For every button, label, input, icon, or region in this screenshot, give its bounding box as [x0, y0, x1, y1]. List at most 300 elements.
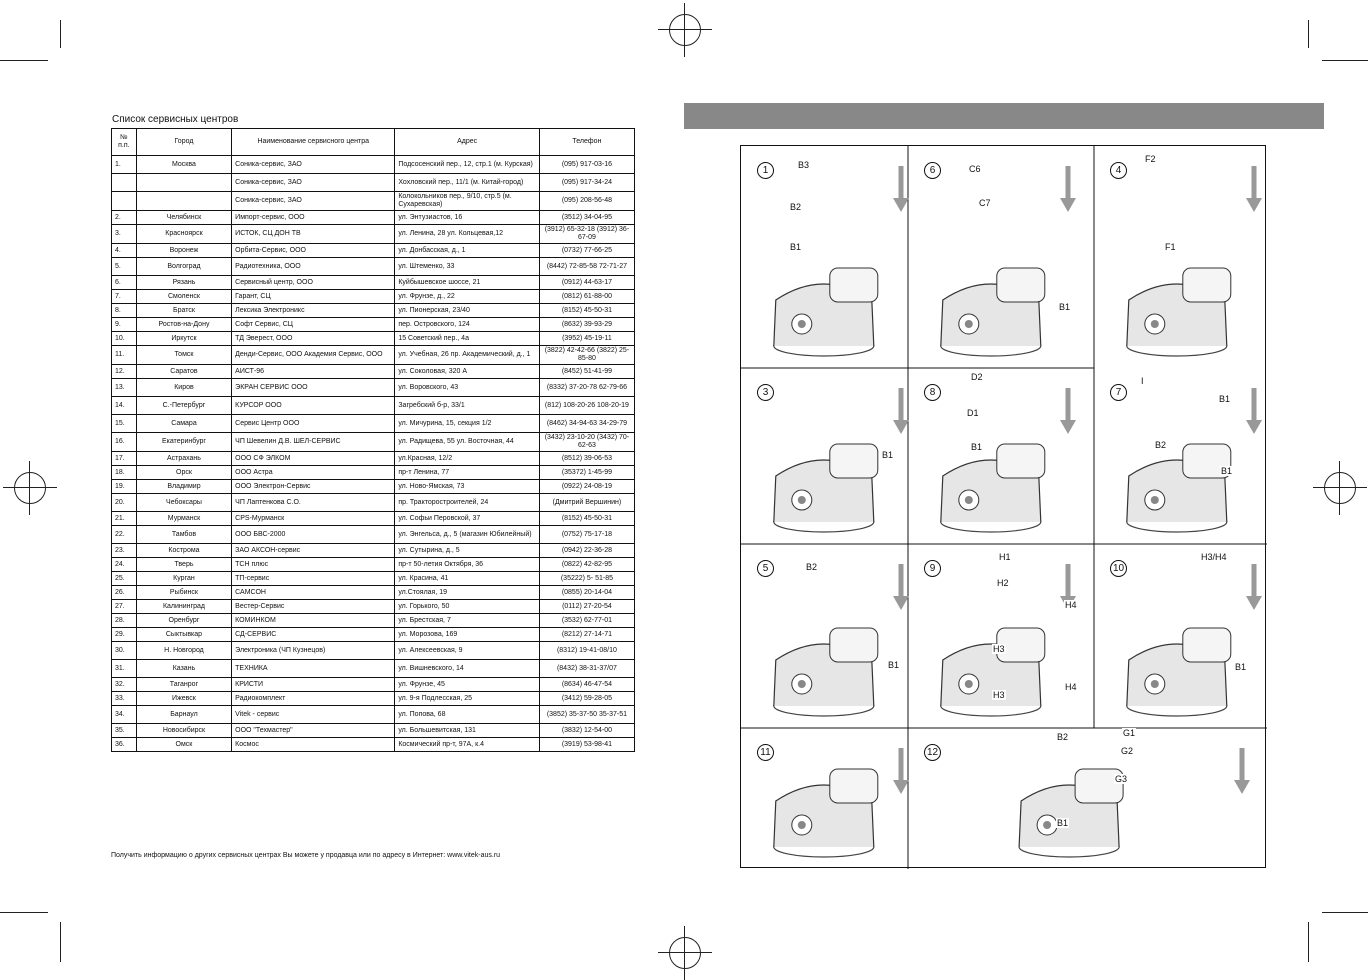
- table-row: [112, 332, 635, 346]
- row-number: 13.: [112, 379, 137, 397]
- center-name-cell: Сервис Центр ООО: [232, 415, 395, 433]
- phone-cell: (0732) 77-66-25: [539, 244, 634, 258]
- address-cell: ул. Радищева, 55 ул. Восточная, 44: [395, 433, 540, 452]
- center-name-cell: АИСТ-96: [232, 365, 395, 379]
- address-cell: ул. Соколовая, 320 А: [395, 365, 540, 379]
- city-cell: Смоленск: [136, 290, 231, 304]
- phone-cell: (3532) 62-77-01: [539, 614, 634, 628]
- city-cell: Москва: [136, 156, 231, 174]
- part-label: B2: [1155, 440, 1167, 450]
- row-number: 11.: [112, 346, 137, 365]
- table-row: [112, 660, 635, 678]
- city-cell: Таганрог: [136, 678, 231, 692]
- city-cell: Братск: [136, 304, 231, 318]
- phone-cell: (8632) 39-93-29: [539, 318, 634, 332]
- row-number: 9.: [112, 318, 137, 332]
- address-cell: Хохловский пер., 11/1 (м. Китай-город): [395, 174, 540, 192]
- food-processor-illustration: [741, 146, 925, 368]
- table-row: [112, 318, 635, 332]
- row-number: 7.: [112, 290, 137, 304]
- part-label: H3: [993, 690, 1005, 700]
- city-cell: Ижевск: [136, 692, 231, 706]
- row-number: 32.: [112, 678, 137, 692]
- step-number: 11: [757, 744, 774, 761]
- step-number: 7: [1110, 384, 1127, 401]
- registration-mark: [14, 472, 46, 504]
- step-panel: [1094, 146, 1278, 368]
- address-cell: Куйбышевское шоссе, 21: [395, 276, 540, 290]
- center-name-cell: КРИСТИ: [232, 678, 395, 692]
- city-cell: Самара: [136, 415, 231, 433]
- step-number: 6: [924, 162, 941, 179]
- center-name-cell: Электроника (ЧП Кузнецов): [232, 642, 395, 660]
- city-cell: Рыбинск: [136, 586, 231, 600]
- city-cell: Томск: [136, 346, 231, 365]
- step-number: 4: [1110, 162, 1127, 179]
- city-cell: Мурманск: [136, 512, 231, 526]
- address-cell: пр-т Ленина, 77: [395, 466, 540, 480]
- part-label: B1: [971, 442, 983, 452]
- table-row: [112, 225, 635, 244]
- address-cell: ул. Мичурина, 15, секция 1/2: [395, 415, 540, 433]
- row-number: 26.: [112, 586, 137, 600]
- part-label: B1: [882, 450, 894, 460]
- center-name-cell: ИСТОК, СЦ ДОН ТВ: [232, 225, 395, 244]
- city-cell: Оренбург: [136, 614, 231, 628]
- address-cell: ул. Ленина, 28 ул. Кольцевая,12: [395, 225, 540, 244]
- row-number: 17.: [112, 452, 137, 466]
- phone-cell: (3822) 42-42-66 (3822) 25-85-80: [539, 346, 634, 365]
- row-number: 10.: [112, 332, 137, 346]
- part-label: B1: [1219, 394, 1231, 404]
- table-row: [112, 276, 635, 290]
- center-name-cell: Соника-сервис, ЗАО: [232, 174, 395, 192]
- row-number: [112, 192, 137, 211]
- part-label: G2: [1121, 746, 1134, 756]
- city-cell: Орск: [136, 466, 231, 480]
- city-cell: Барнаул: [136, 706, 231, 724]
- table-row: [112, 586, 635, 600]
- step-number: 10: [1110, 560, 1127, 577]
- address-cell: ул. Попова, 68: [395, 706, 540, 724]
- phone-cell: (0922) 24-08-19: [539, 480, 634, 494]
- registration-mark: [1324, 472, 1356, 504]
- phone-cell: (812) 108-20-26 108-20-19: [539, 397, 634, 415]
- registration-mark: [669, 14, 701, 46]
- phone-cell: (8452) 51-41-99: [539, 365, 634, 379]
- row-number: 15.: [112, 415, 137, 433]
- table-row: [112, 544, 635, 558]
- center-name-cell: Денди-Сервис, ООО Академия Сервис, ООО: [232, 346, 395, 365]
- part-label: C6: [969, 164, 981, 174]
- step-number: 8: [924, 384, 941, 401]
- center-name-cell: Соника-сервис, ЗАО: [232, 192, 395, 211]
- phone-cell: (8152) 45-50-31: [539, 512, 634, 526]
- part-label: G3: [1115, 774, 1128, 784]
- step-panel: [908, 728, 1266, 869]
- city-cell: Иркутск: [136, 332, 231, 346]
- center-name-cell: ЧП Шевелин Д.В. ШЕЛ-СЕРВИС: [232, 433, 395, 452]
- part-label: B1: [888, 660, 900, 670]
- center-name-cell: Орбита-Сервис, ООО: [232, 244, 395, 258]
- row-number: 23.: [112, 544, 137, 558]
- address-cell: Загребский б-р, 33/1: [395, 397, 540, 415]
- city-cell: С.-Петербург: [136, 397, 231, 415]
- phone-cell: (8432) 38-31-37/07: [539, 660, 634, 678]
- step-number: 5: [757, 560, 774, 577]
- center-name-cell: КОМИНКОМ: [232, 614, 395, 628]
- address-cell: ул. Штеменко, 33: [395, 258, 540, 276]
- row-number: 25.: [112, 572, 137, 586]
- city-cell: Саратов: [136, 365, 231, 379]
- part-label: F2: [1145, 154, 1156, 164]
- row-number: 14.: [112, 397, 137, 415]
- phone-cell: (3852) 35-37-50 35-37-51: [539, 706, 634, 724]
- center-name-cell: Импорт-сервис, ООО: [232, 211, 395, 225]
- city-cell: Екатеринбург: [136, 433, 231, 452]
- address-cell: ул. Сутырина, д., 5: [395, 544, 540, 558]
- part-label: B2: [806, 562, 818, 572]
- city-cell: [136, 192, 231, 211]
- part-label: B1: [1059, 302, 1071, 312]
- city-cell: Рязань: [136, 276, 231, 290]
- city-cell: Сыктывкар: [136, 628, 231, 642]
- row-number: 35.: [112, 724, 137, 738]
- service-centers-table: [111, 128, 635, 752]
- part-label: C7: [979, 198, 991, 208]
- step-number: 12: [924, 744, 941, 761]
- row-number: 21.: [112, 512, 137, 526]
- row-number: 22.: [112, 526, 137, 544]
- table-row: [112, 415, 635, 433]
- table-row: [112, 346, 635, 365]
- table-row: [112, 174, 635, 192]
- city-cell: Калининград: [136, 600, 231, 614]
- address-cell: Космический пр-т, 97А, к.4: [395, 738, 540, 752]
- table-row: [112, 558, 635, 572]
- city-cell: Владимир: [136, 480, 231, 494]
- row-number: 33.: [112, 692, 137, 706]
- column-header: Телефон: [539, 129, 634, 156]
- address-cell: ул. Ново-Ямская, 73: [395, 480, 540, 494]
- address-cell: ул. Красина, 41: [395, 572, 540, 586]
- city-cell: Ростов-на-Дону: [136, 318, 231, 332]
- center-name-cell: Софт Сервис, СЦ: [232, 318, 395, 332]
- address-cell: ул. Фрунзе, д., 22: [395, 290, 540, 304]
- table-row: [112, 628, 635, 642]
- row-number: 12.: [112, 365, 137, 379]
- center-name-cell: Гарант, СЦ: [232, 290, 395, 304]
- part-label: B1: [1221, 466, 1233, 476]
- row-number: 6.: [112, 276, 137, 290]
- center-name-cell: ООО СФ ЭЛКОМ: [232, 452, 395, 466]
- step-panel: [741, 368, 925, 544]
- phone-cell: (8332) 37-20-78 62-79-66: [539, 379, 634, 397]
- city-cell: Воронеж: [136, 244, 231, 258]
- row-number: 36.: [112, 738, 137, 752]
- row-number: 20.: [112, 494, 137, 512]
- phone-cell: (0822) 42-82-95: [539, 558, 634, 572]
- address-cell: ул. Брестская, 7: [395, 614, 540, 628]
- step-panel: [1094, 544, 1278, 728]
- phone-cell: (35372) 1-45-99: [539, 466, 634, 480]
- part-label: H1: [999, 552, 1011, 562]
- header-band: [684, 103, 1324, 129]
- center-name-cell: КУРСОР ООО: [232, 397, 395, 415]
- table-row: [112, 452, 635, 466]
- address-cell: ул. Пионерская, 23/40: [395, 304, 540, 318]
- row-number: [112, 174, 137, 192]
- address-cell: Колокольников пер., 9/10, стр.5 (м. Сухаревская): [395, 192, 540, 211]
- row-number: 2.: [112, 211, 137, 225]
- phone-cell: (3412) 59-28-05: [539, 692, 634, 706]
- center-name-cell: ООО Астра: [232, 466, 395, 480]
- city-cell: Кострома: [136, 544, 231, 558]
- table-row: [112, 600, 635, 614]
- table-row: [112, 706, 635, 724]
- step-number: 1: [757, 162, 774, 179]
- address-cell: ул. Фрунзе, 45: [395, 678, 540, 692]
- address-cell: ул. 9-я Подлесская, 25: [395, 692, 540, 706]
- phone-cell: (8442) 72-85-58 72-71-27: [539, 258, 634, 276]
- phone-cell: (3432) 23-10-20 (3432) 70-62-63: [539, 433, 634, 452]
- footer-note: Получить информацию о других сервисных центрах Вы можете у продавца или по адресу в Интернет: www.vitek-aus.ru: [111, 852, 501, 859]
- part-label: B2: [1057, 732, 1069, 742]
- part-label: B3: [798, 160, 810, 170]
- step-panel: [741, 728, 925, 869]
- part-label: B2: [790, 202, 802, 212]
- part-label: H4: [1065, 682, 1077, 692]
- row-number: 24.: [112, 558, 137, 572]
- center-name-cell: Лексика Электроникс: [232, 304, 395, 318]
- center-name-cell: Соника-сервис, ЗАО: [232, 156, 395, 174]
- city-cell: Курган: [136, 572, 231, 586]
- row-number: 3.: [112, 225, 137, 244]
- row-number: 31.: [112, 660, 137, 678]
- phone-cell: (8312) 19-41-08/10: [539, 642, 634, 660]
- phone-cell: (095) 917-34-24: [539, 174, 634, 192]
- phone-cell: (3952) 45-19-11: [539, 332, 634, 346]
- table-row: [112, 724, 635, 738]
- table-row: [112, 738, 635, 752]
- center-name-cell: ЭКРАН СЕРВИС ООО: [232, 379, 395, 397]
- part-label: I: [1141, 376, 1144, 386]
- city-cell: Новосибирск: [136, 724, 231, 738]
- city-cell: Челябинск: [136, 211, 231, 225]
- table-row: [112, 211, 635, 225]
- phone-cell: (0752) 75-17-18: [539, 526, 634, 544]
- center-name-cell: ТД Эверест, ООО: [232, 332, 395, 346]
- address-cell: ул. Вишневского, 14: [395, 660, 540, 678]
- row-number: 29.: [112, 628, 137, 642]
- address-cell: пр. Тракторостроителей, 24: [395, 494, 540, 512]
- address-cell: ул.Красная, 12/2: [395, 452, 540, 466]
- table-row: [112, 290, 635, 304]
- phone-cell: (0942) 22-36-28: [539, 544, 634, 558]
- phone-cell: (0112) 27-20-54: [539, 600, 634, 614]
- address-cell: ул. Воровского, 43: [395, 379, 540, 397]
- phone-cell: (8462) 34-94-63 34-29-79: [539, 415, 634, 433]
- step-number: 3: [757, 384, 774, 401]
- row-number: 30.: [112, 642, 137, 660]
- part-label: H3: [993, 644, 1005, 654]
- page-title: Список сервисных центров: [112, 114, 239, 125]
- part-label: B1: [1235, 662, 1247, 672]
- table-row: [112, 642, 635, 660]
- city-cell: Красноярск: [136, 225, 231, 244]
- table-row: [112, 379, 635, 397]
- center-name-cell: САМСОН: [232, 586, 395, 600]
- table-row: [112, 365, 635, 379]
- table-row: [112, 494, 635, 512]
- phone-cell: (3912) 65-32-18 (3912) 36-67-09: [539, 225, 634, 244]
- table-row: [112, 258, 635, 276]
- address-cell: ул. Донбасская, д., 1: [395, 244, 540, 258]
- part-label: F1: [1165, 242, 1176, 252]
- part-label: G1: [1123, 728, 1136, 738]
- center-name-cell: ЧП Лаптенкова С.О.: [232, 494, 395, 512]
- table-row: [112, 678, 635, 692]
- part-label: H4: [1065, 600, 1077, 610]
- center-name-cell: ЗАО АКСОН-сервис: [232, 544, 395, 558]
- city-cell: Омск: [136, 738, 231, 752]
- phone-cell: (0912) 44-63-17: [539, 276, 634, 290]
- row-number: 1.: [112, 156, 137, 174]
- column-header: № п.п.: [112, 129, 137, 156]
- food-processor-illustration: [908, 728, 1266, 869]
- table-row: [112, 192, 635, 211]
- center-name-cell: ООО Электрон-Сервис: [232, 480, 395, 494]
- table-row: [112, 512, 635, 526]
- city-cell: Казань: [136, 660, 231, 678]
- center-name-cell: ТСН плюс: [232, 558, 395, 572]
- row-number: 19.: [112, 480, 137, 494]
- center-name-cell: Сервисный центр, ООО: [232, 276, 395, 290]
- address-cell: ул.Стоялая, 19: [395, 586, 540, 600]
- phone-cell: (0855) 20-14-04: [539, 586, 634, 600]
- address-cell: ул. Энтузиастов, 16: [395, 211, 540, 225]
- step-panel: [908, 368, 1092, 544]
- phone-cell: (8152) 45-50-31: [539, 304, 634, 318]
- row-number: 5.: [112, 258, 137, 276]
- city-cell: Тамбов: [136, 526, 231, 544]
- address-cell: ул. Алексеевская, 9: [395, 642, 540, 660]
- address-cell: Подсосенский пер., 12, стр.1 (м. Курская): [395, 156, 540, 174]
- center-name-cell: ТП-сервис: [232, 572, 395, 586]
- center-name-cell: Вестер-Сервис: [232, 600, 395, 614]
- address-cell: 15 Советский пер., 4а: [395, 332, 540, 346]
- table-row: [112, 572, 635, 586]
- center-name-cell: СД-СЕРВИС: [232, 628, 395, 642]
- row-number: 16.: [112, 433, 137, 452]
- address-cell: ул. Софьи Перовской, 37: [395, 512, 540, 526]
- assembly-diagrams: [740, 145, 1266, 868]
- address-cell: пер. Островского, 124: [395, 318, 540, 332]
- step-panel: [741, 544, 925, 728]
- table-row: [112, 397, 635, 415]
- row-number: 4.: [112, 244, 137, 258]
- address-cell: ул. Энгельса, д., 5 (магазин Юбилейный): [395, 526, 540, 544]
- phone-cell: (3832) 12-54-00: [539, 724, 634, 738]
- column-header: Город: [136, 129, 231, 156]
- column-header: Адрес: [395, 129, 540, 156]
- table-row: [112, 526, 635, 544]
- step-panel: [908, 544, 1092, 728]
- table-header-row: [112, 129, 635, 156]
- address-cell: ул. Горького, 50: [395, 600, 540, 614]
- part-label: H3/H4: [1201, 552, 1227, 562]
- phone-cell: (8512) 39-06-53: [539, 452, 634, 466]
- city-cell: Чебоксары: [136, 494, 231, 512]
- phone-cell: (3919) 53-98-41: [539, 738, 634, 752]
- center-name-cell: CPS-Мурманск: [232, 512, 395, 526]
- food-processor-illustration: [1094, 146, 1278, 368]
- city-cell: Н. Новгород: [136, 642, 231, 660]
- city-cell: [136, 174, 231, 192]
- center-name-cell: ООО БВС-2000: [232, 526, 395, 544]
- address-cell: ул. Большевитская, 131: [395, 724, 540, 738]
- phone-cell: (8634) 46-47-54: [539, 678, 634, 692]
- step-panel: [741, 146, 925, 368]
- column-header: Наименование сервисного центра: [232, 129, 395, 156]
- address-cell: ул. Учебная, 26 пр. Академический, д., 1: [395, 346, 540, 365]
- phone-cell: (095) 917-03-16: [539, 156, 634, 174]
- table-row: [112, 156, 635, 174]
- phone-cell: (0812) 61-88-00: [539, 290, 634, 304]
- address-cell: пр-т 50-летия Октября, 36: [395, 558, 540, 572]
- table-row: [112, 244, 635, 258]
- phone-cell: (35222) 5- 51-85: [539, 572, 634, 586]
- center-name-cell: Радиотехника, ООО: [232, 258, 395, 276]
- center-name-cell: ООО "Техмастер": [232, 724, 395, 738]
- city-cell: Киров: [136, 379, 231, 397]
- city-cell: Волгоград: [136, 258, 231, 276]
- row-number: 28.: [112, 614, 137, 628]
- center-name-cell: Vitek - сервис: [232, 706, 395, 724]
- table-row: [112, 466, 635, 480]
- table-row: [112, 433, 635, 452]
- phone-cell: (8212) 27-14-71: [539, 628, 634, 642]
- table-row: [112, 614, 635, 628]
- row-number: 8.: [112, 304, 137, 318]
- part-label: B1: [1057, 818, 1069, 828]
- center-name-cell: ТЕХНИКА: [232, 660, 395, 678]
- table-row: [112, 692, 635, 706]
- row-number: 34.: [112, 706, 137, 724]
- step-panel: [1094, 368, 1278, 544]
- center-name-cell: Радиокомплект: [232, 692, 395, 706]
- part-label: D2: [971, 372, 983, 382]
- part-label: D1: [967, 408, 979, 418]
- registration-mark: [669, 937, 701, 969]
- step-number: 9: [924, 560, 941, 577]
- phone-cell: (Дмитрий Вершинин): [539, 494, 634, 512]
- part-label: B1: [790, 242, 802, 252]
- part-label: H2: [997, 578, 1009, 588]
- address-cell: ул. Морозова, 169: [395, 628, 540, 642]
- food-processor-illustration: [908, 146, 1092, 368]
- phone-cell: (3512) 34-04-95: [539, 211, 634, 225]
- phone-cell: (095) 208-56-48: [539, 192, 634, 211]
- city-cell: Астрахань: [136, 452, 231, 466]
- row-number: 27.: [112, 600, 137, 614]
- table-row: [112, 304, 635, 318]
- center-name-cell: Космос: [232, 738, 395, 752]
- table-row: [112, 480, 635, 494]
- step-panel: [908, 146, 1092, 368]
- row-number: 18.: [112, 466, 137, 480]
- city-cell: Тверь: [136, 558, 231, 572]
